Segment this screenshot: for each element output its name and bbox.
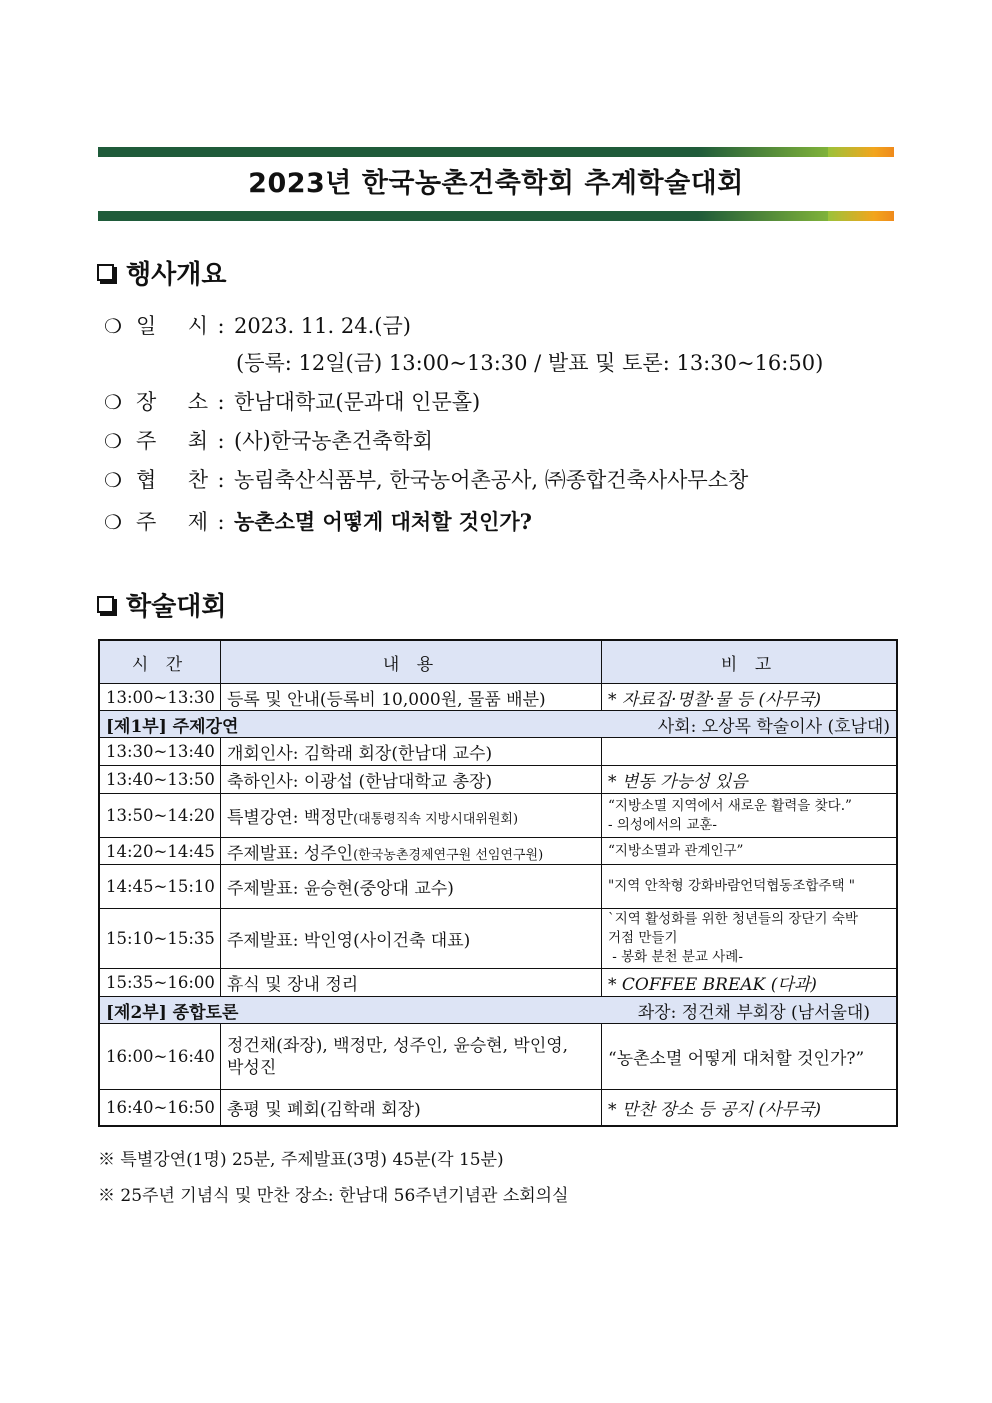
overview-value: 한남대학교(문과대 인문홀) [234, 390, 481, 414]
title-bar-top [98, 147, 894, 157]
overview-venue: ❍ 장 소 : 한남대학교(문과대 인문홀) [104, 386, 480, 416]
overview-value: 농림축산식품부, 한국농어촌공사, ㈜종합건축사사무소창 [234, 468, 749, 492]
table-row: 14:20~14:45 주제발표: 성주인(한국농촌경제연구원 선임연구원) “지방소멸과 관계인구” [99, 838, 897, 865]
overview-value: (사)한국농촌건축학회 [234, 429, 433, 453]
title-bar-bottom [98, 211, 894, 221]
schedule-table [98, 639, 898, 1127]
circle-bullet-icon: ❍ [104, 510, 122, 534]
checkbox-icon [97, 596, 114, 613]
header-content: 내 용 [221, 640, 602, 684]
footnote: ※ 특별강연(1명) 25분, 주제발표(3명) 45분(각 15분) [98, 1150, 504, 1170]
circle-bullet-icon: ❍ [104, 468, 122, 492]
overview-label: 주 최 [136, 429, 208, 453]
page-title: 2023년 한국농촌건축학회 추계학술대회 [248, 168, 744, 199]
table-row: 15:35~16:00 휴식 및 장내 정리 * COFFEE BREAK (다과) [99, 969, 897, 997]
table-row: 13:30~13:40 개회인사: 김학래 회장(한남대 교수) [99, 738, 897, 766]
overview-date: ❍ 일 시 : 2023. 11. 24.(금) [104, 310, 411, 340]
circle-bullet-icon: ❍ [104, 314, 122, 338]
table-row: 16:00~16:40 정건채(좌장), 백정만, 성주인, 윤승현, 박인영, 박성진 “농촌소멸 어떻게 대처할 것인가?” [99, 1024, 897, 1090]
table-row: 16:40~16:50 총평 및 폐회(김학래 회장) * 만찬 장소 등 공지 (사무국) [99, 1090, 897, 1126]
table-row: 13:00~13:30 등록 및 안내(등록비 10,000원, 물품 배분) * 자료집·명찰·물 등 (사무국) [99, 684, 897, 711]
overview-label: 협 찬 [136, 468, 208, 492]
checkbox-icon [97, 264, 114, 281]
section-heading-overview: 행사개요 [97, 254, 226, 291]
header-time: 시 간 [99, 640, 221, 684]
table-row: 13:40~13:50 축하인사: 이광섭 (한남대학교 총장) * 변동 가능성 있음 [99, 766, 897, 794]
table-header-row [99, 640, 897, 684]
part-row: [제1부] 주제강연 사회: 오상목 학술이사 (호남대) [99, 711, 897, 738]
table-row: 15:10~15:35 주제발표: 박인영(사이건축 대표) `지역 활성화를 위한 청년들의 장단기 숙박 거점 만들기 - 봉화 분천 분교 사례- [99, 909, 897, 969]
overview-date-detail: (등록: 12일(금) 13:00~13:30 / 발표 및 토론: 13:30~16:50) [236, 351, 824, 375]
section-heading-conference: 학술대회 [97, 586, 226, 623]
circle-bullet-icon: ❍ [104, 390, 122, 414]
circle-bullet-icon: ❍ [104, 429, 122, 453]
overview-theme: ❍ 주 제 : 농촌소멸 어떻게 대처할 것인가? [104, 506, 532, 536]
overview-value: 농촌소멸 어떻게 대처할 것인가? [234, 509, 532, 534]
overview-host: ❍ 주 최 : (사)한국농촌건축학회 [104, 425, 433, 455]
table-row: 14:45~15:10 주제발표: 윤승현(중앙대 교수) "지역 안착형 강화바람언덕협동조합주택 " [99, 865, 897, 909]
overview-sponsor: ❍ 협 찬 : 농림축산식품부, 한국농어촌공사, ㈜종합건축사사무소창 [104, 464, 748, 494]
table-row: 13:50~14:20 특별강연: 백정만(대통령직속 지방시대위원회) “지방소멸 지역에서 새로운 활력을 찾다.” - 의성에서의 교훈- [99, 794, 897, 838]
overview-label: 장 소 [136, 390, 208, 414]
header-note: 비 고 [602, 640, 898, 684]
overview-value: 2023. 11. 24.(금) [234, 314, 411, 338]
part-row: [제2부] 종합토론 좌장: 정건채 부회장 (남서울대) [99, 997, 897, 1024]
overview-label: 일 시 [136, 314, 208, 338]
footnote: ※ 25주년 기념식 및 만찬 장소: 한남대 56주년기념관 소회의실 [98, 1186, 569, 1206]
overview-label: 주 제 [136, 510, 208, 534]
